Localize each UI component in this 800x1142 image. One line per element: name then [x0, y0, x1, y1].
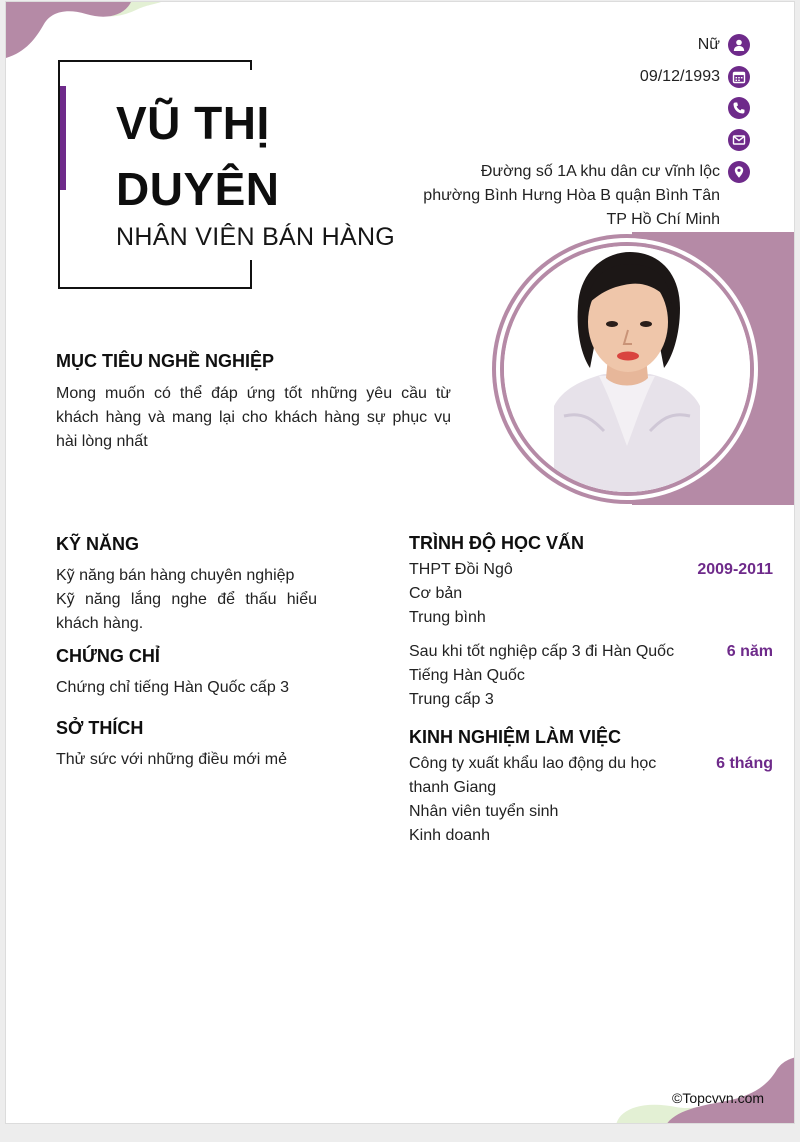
- skills-title: KỸ NĂNG: [56, 534, 140, 554]
- gender-text: Nữ: [697, 36, 720, 53]
- hobbies-title: SỞ THÍCH: [56, 718, 144, 738]
- education-major: Tiếng Hàn Quốc: [409, 667, 525, 684]
- phone-icon: [728, 97, 750, 119]
- education-school: THPT Đồi Ngô: [409, 561, 513, 578]
- certificates-title: CHỨNG CHỈ: [56, 646, 160, 666]
- experience-company: Công ty xuất khẩu lao động du học: [409, 755, 657, 772]
- profile-photo: [504, 246, 750, 492]
- location-icon: [728, 161, 750, 183]
- name-frame-top: [58, 60, 252, 62]
- mail-icon: [728, 129, 750, 151]
- skill-item: Kỹ năng lắng nghe để thấu hiểu khách hàng.: [56, 591, 317, 632]
- birthday-text: 09/12/1993: [639, 68, 720, 85]
- name-line-2: DUYÊN: [116, 163, 280, 215]
- name-frame-right-top: [250, 60, 252, 70]
- copyright-text[interactable]: ©Topcvvn.com: [672, 1090, 765, 1106]
- contact-phone: [720, 97, 750, 119]
- education-school: Sau khi tốt nghiệp cấp 3 đi Hàn Quốc: [409, 643, 675, 660]
- contact-email: [720, 129, 750, 151]
- name-frame-bottom: [58, 287, 252, 289]
- job-title: NHÂN VIÊN BÁN HÀNG: [116, 223, 396, 251]
- full-name: [116, 90, 280, 222]
- education-time: 2009-2011: [697, 561, 773, 578]
- objective-text: Mong muốn có thể đáp ứng tốt những yêu cầu từ khách hàng và mang lại cho khách hàng sự phục vụ hài lòng nhất: [56, 385, 451, 450]
- education-title: TRÌNH ĐỘ HỌC VẤN: [409, 533, 584, 553]
- education-time: 6 năm: [726, 643, 773, 660]
- education-major: Cơ bản: [409, 585, 463, 602]
- education-grade: Trung cấp 3: [409, 691, 494, 708]
- experience-description: Kinh doanh: [409, 827, 490, 844]
- experience-time: 6 tháng: [716, 755, 773, 772]
- name-frame-right-bottom: [250, 260, 252, 289]
- skill-item: Kỹ năng bán hàng chuyên nghiệp: [56, 567, 295, 584]
- address-text: Đường số 1A khu dân cư vĩnh lộc phường Bình Hưng Hòa B quận Bình Tân TP Hồ Chí Minh: [423, 163, 720, 228]
- name-accent-bar: [60, 86, 66, 190]
- hobby-item: Thử sức với những điều mới mẻ: [56, 751, 287, 768]
- education-grade: Trung bình: [409, 609, 486, 626]
- contact-birthday: [640, 65, 750, 89]
- experience-position: Nhân viên tuyển sinh: [409, 803, 559, 820]
- contact-address-icon-row: [728, 161, 750, 183]
- experience-title: KINH NGHIỆM LÀM VIỆC: [409, 727, 622, 747]
- top-left-decoration: [6, 2, 166, 62]
- certificate-item: Chứng chỉ tiếng Hàn Quốc cấp 3: [56, 679, 290, 696]
- objective-title: MỤC TIÊU NGHỀ NGHIỆP: [56, 351, 275, 371]
- calendar-icon: [728, 66, 750, 88]
- user-icon: [728, 34, 750, 56]
- name-line-1: VŨ THỊ: [116, 97, 270, 149]
- experience-company-cont: thanh Giang: [409, 779, 497, 796]
- cv-page: [5, 1, 795, 1124]
- contact-gender: [698, 33, 750, 57]
